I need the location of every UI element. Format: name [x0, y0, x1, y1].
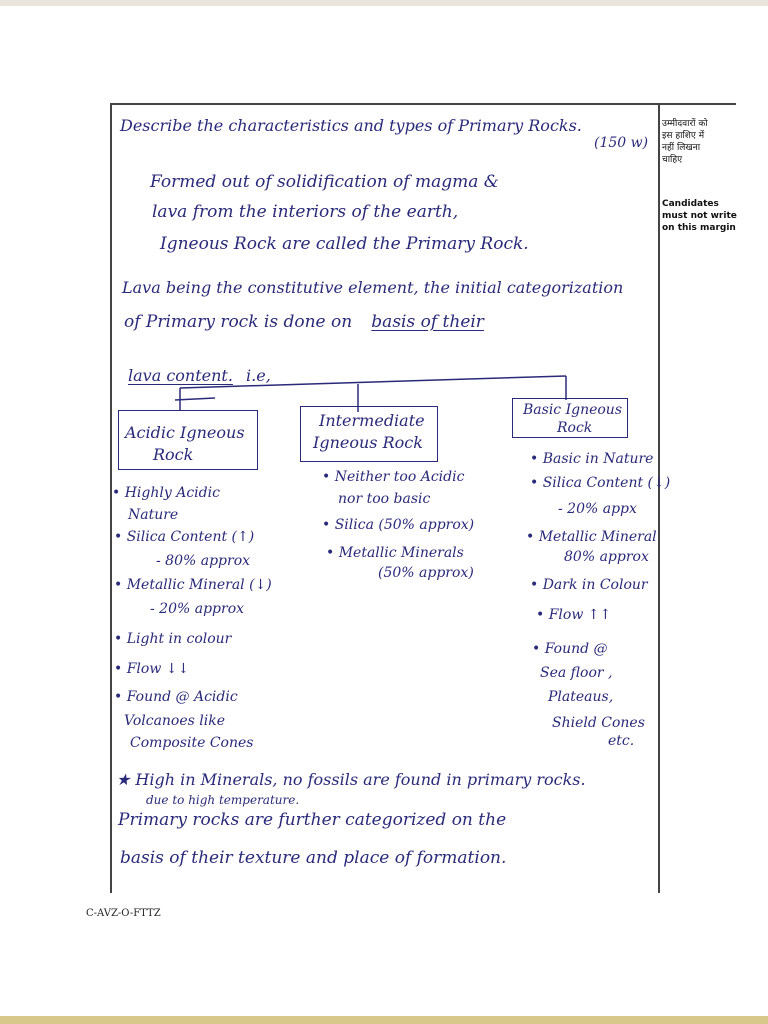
acidic-point: • Flow ↓↓: [114, 661, 190, 677]
intro-line-2: lava from the interiors of the earth,: [152, 202, 459, 222]
basic-point: • Dark in Colour: [530, 577, 648, 593]
acidic-point: • Silica Content (↑): [114, 529, 255, 545]
conclusion-line-1-sub: due to high temperature.: [146, 793, 300, 807]
intro-line-1: Formed out of solidification of magma &: [150, 172, 499, 192]
margin-note-hindi-line: उम्मीदवारों को: [662, 119, 708, 129]
basis-line-2-plain: of Primary rock is done on: [124, 312, 353, 332]
basis-line-3-underlined: lava content.: [128, 366, 233, 385]
margin-note-hindi-line: चाहिए: [662, 155, 683, 166]
acidic-point: • Light in colour: [114, 631, 232, 647]
conclusion-line-3: basis of their texture and place of formation.: [120, 848, 507, 868]
basic-point: • Metallic Mineral: [526, 529, 657, 545]
question-marks: (150 w): [594, 135, 649, 151]
basis-line-3-plain: i.e,: [246, 366, 271, 385]
basic-point: • Flow ↑↑: [536, 607, 612, 623]
acidic-point: - 20% approx: [150, 601, 245, 617]
acidic-point: Volcanoes like: [124, 713, 226, 729]
basis-line-2-underlined: basis of their: [371, 312, 484, 332]
intermediate-title-line-1: Intermediate: [319, 411, 425, 430]
acidic-point: • Metallic Mineral (↓): [114, 577, 272, 593]
basic-point: • Basic in Nature: [530, 451, 654, 467]
basic-point: Shield Cones: [552, 715, 645, 731]
basic-point: • Silica Content (↓): [530, 475, 671, 491]
basic-title-line-1: Basic Igneous: [523, 402, 623, 418]
question-text: Describe the characteristics and types of Primary Rocks.: [120, 116, 582, 135]
intro-line-3: Igneous Rock are called the Primary Rock.: [160, 234, 529, 254]
basic-point: - 20% appx: [558, 501, 637, 517]
acidic-point: Nature: [128, 507, 179, 523]
acidic-point: Composite Cones: [130, 735, 254, 751]
margin-note-hindi-line: नहीं लिखना: [662, 143, 701, 154]
margin-note-english-line: on this margin: [662, 223, 736, 234]
basic-title-line-2: Rock: [557, 420, 593, 436]
basic-point: • Found @: [532, 641, 608, 657]
conclusion-line-2: Primary rocks are further categorized on the: [118, 810, 507, 830]
margin-note-english-line: Candidates: [662, 199, 719, 209]
basic-point: Plateaus,: [548, 689, 614, 705]
intermediate-point: • Neither too Acidic: [322, 469, 465, 485]
basic-rock-box: [512, 398, 628, 438]
intermediate-rock-box: [300, 406, 438, 462]
basis-line-1: Lava being the constitutive element, the initial categorization: [122, 278, 624, 297]
basic-point: Sea floor ,: [540, 665, 613, 681]
acidic-point: - 80% approx: [156, 553, 251, 569]
acidic-point: • Highly Acidic: [112, 485, 220, 501]
intermediate-point: nor too basic: [338, 491, 431, 507]
conclusion-line-1: ★ High in Minerals, no fossils are found in primary rocks.: [116, 770, 586, 789]
basic-point: etc.: [608, 733, 635, 749]
margin-note-hindi-line: इस हाशिए में: [662, 131, 705, 142]
sheet-code: C-AVZ-O-FTTZ: [86, 908, 161, 919]
intermediate-point: • Metallic Minerals: [326, 545, 464, 561]
margin-note-english-line: must not write: [662, 211, 737, 222]
basic-point: 80% approx: [564, 549, 649, 565]
acidic-title-line-1: Acidic Igneous: [125, 423, 245, 442]
intermediate-point: (50% approx): [378, 565, 474, 581]
acidic-rock-box: [118, 410, 258, 470]
intermediate-title-line-2: Igneous Rock: [313, 433, 423, 452]
acidic-title-line-2: Rock: [153, 445, 194, 464]
intermediate-point: • Silica (50% approx): [322, 517, 475, 533]
acidic-point: • Found @ Acidic: [114, 689, 238, 705]
